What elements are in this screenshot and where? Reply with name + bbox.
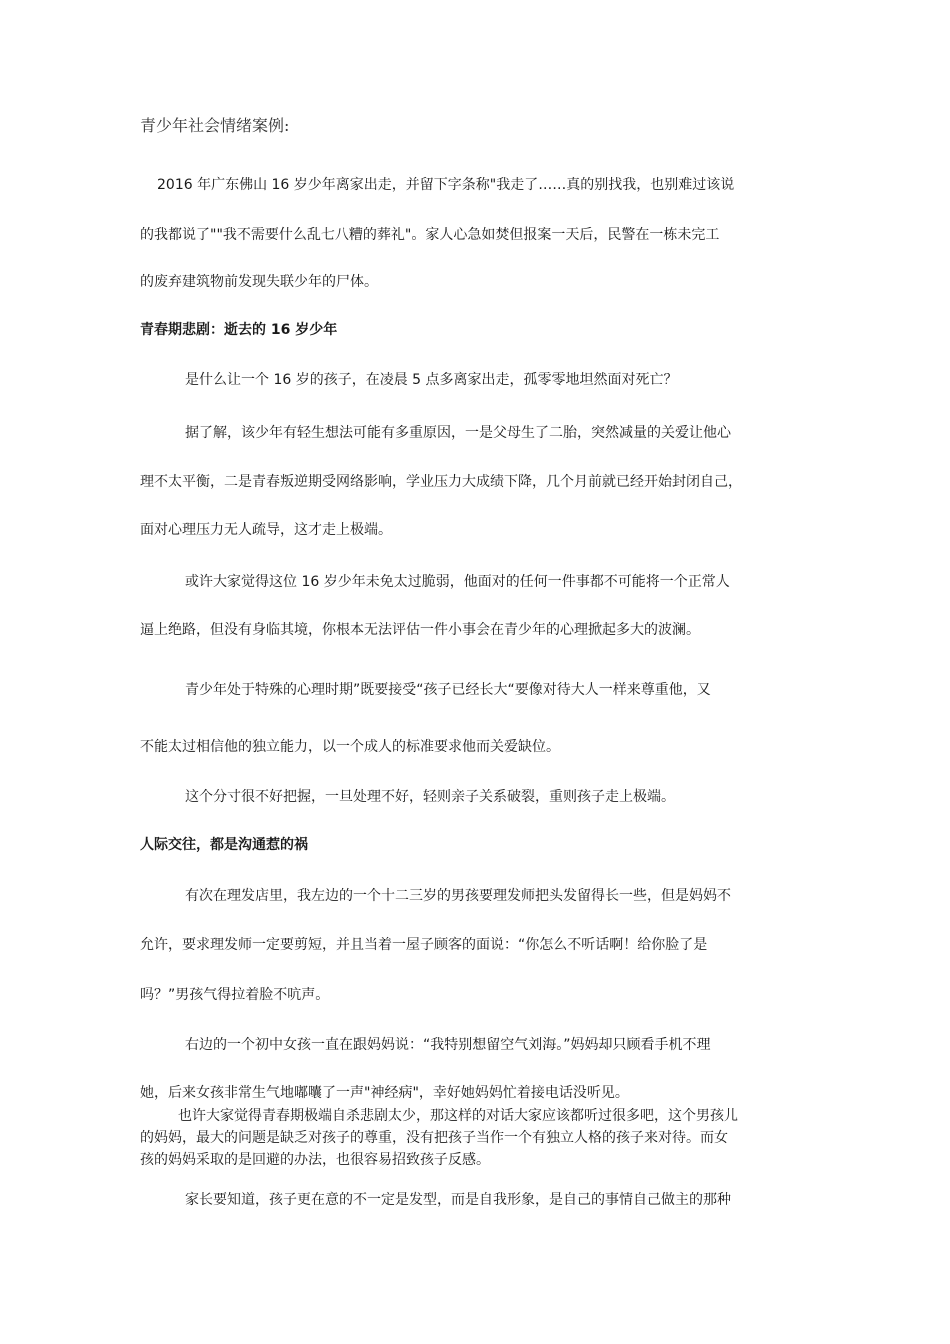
intro-line-1: 2016 年广东佛山 16 岁少年离家出走，并留下字条称"我走了……真的别找我，也别难过该说 xyxy=(157,177,735,193)
s2-line-4: 右边的一个初中女孩一直在跟妈妈说：“我特别想留空气刘海。”妈妈却只顾看手机不理 xyxy=(185,1037,711,1053)
section2-heading: 人际交往，都是沟通惹的祸 xyxy=(140,837,308,853)
s1-line-5: 或许大家觉得这位 16 岁少年未免太过脆弱，他面对的任何一件事都不可能将一个正常人 xyxy=(185,574,730,590)
s1-line-9: 这个分寸很不好把握，一旦处理不好，轻则亲子关系破裂，重则孩子走上极端。 xyxy=(185,789,675,805)
s1-line-1: 是什么让一个 16 岁的孩子，在凌晨 5 点多离家出走，孤零零地坦然面对死亡？ xyxy=(185,372,678,388)
section1-heading: 青春期悲剧：逝去的 16 岁少年 xyxy=(140,322,338,338)
s1-line-8: 不能太过相信他的独立能力，以一个成人的标准要求他而关爱缺位。 xyxy=(140,739,560,755)
s1-line-7: 青少年处于特殊的心理时期”既要接受“孩子已经长大“要像对待大人一样来尊重他，又 xyxy=(185,682,711,698)
s1-line-6: 逼上绝路，但没有身临其境，你根本无法评估一件小事会在青少年的心理掀起多大的波澜。 xyxy=(140,622,700,638)
s2-line-1: 有次在理发店里，我左边的一个十二三岁的男孩要理发师把头发留得长一些，但是妈妈不 xyxy=(185,888,731,904)
s1-line-3: 理不太平衡，二是青春叛逆期受网络影响，学业压力大成绩下降，几个月前就已经开始封闭自己， xyxy=(140,474,742,490)
s2-line-6: 也许大家觉得青春期极端自杀悲剧太少，那这样的对话大家应该都听过很多吧，这个男孩儿 xyxy=(178,1108,738,1124)
s2-line-3: 吗？”男孩气得拉着脸不吭声。 xyxy=(140,987,330,1003)
intro-line-2: 的我都说了""我不需要什么乱七八糟的葬礼"。家人心急如焚但报案一天后，民警在一栋未完工 xyxy=(140,227,720,243)
s2-line-9: 家长要知道，孩子更在意的不一定是发型，而是自我形象，是自己的事情自己做主的那种 xyxy=(185,1192,731,1208)
s2-line-7: 的妈妈，最大的问题是缺乏对孩子的尊重，没有把孩子当作一个有独立人格的孩子来对待。而女 xyxy=(140,1130,728,1146)
s2-line-8: 孩的妈妈采取的是回避的办法，也很容易招致孩子反感。 xyxy=(140,1152,490,1168)
doc-title: 青少年社会情绪案例: xyxy=(140,116,290,135)
s1-line-2: 据了解，该少年有轻生想法可能有多重原因，一是父母生了二胎，突然减量的关爱让他心 xyxy=(185,425,731,441)
s2-line-2: 允许，要求理发师一定要剪短，并且当着一屋子顾客的面说：“你怎么不听话啊！给你脸了是 xyxy=(140,937,708,953)
s2-line-5: 她，后来女孩非常生气地嘟囔了一声"神经病"，幸好她妈妈忙着接电话没听见。 xyxy=(140,1085,629,1101)
intro-line-3: 的废弃建筑物前发现失联少年的尸体。 xyxy=(140,274,378,290)
s1-line-4: 面对心理压力无人疏导，这才走上极端。 xyxy=(140,522,392,538)
